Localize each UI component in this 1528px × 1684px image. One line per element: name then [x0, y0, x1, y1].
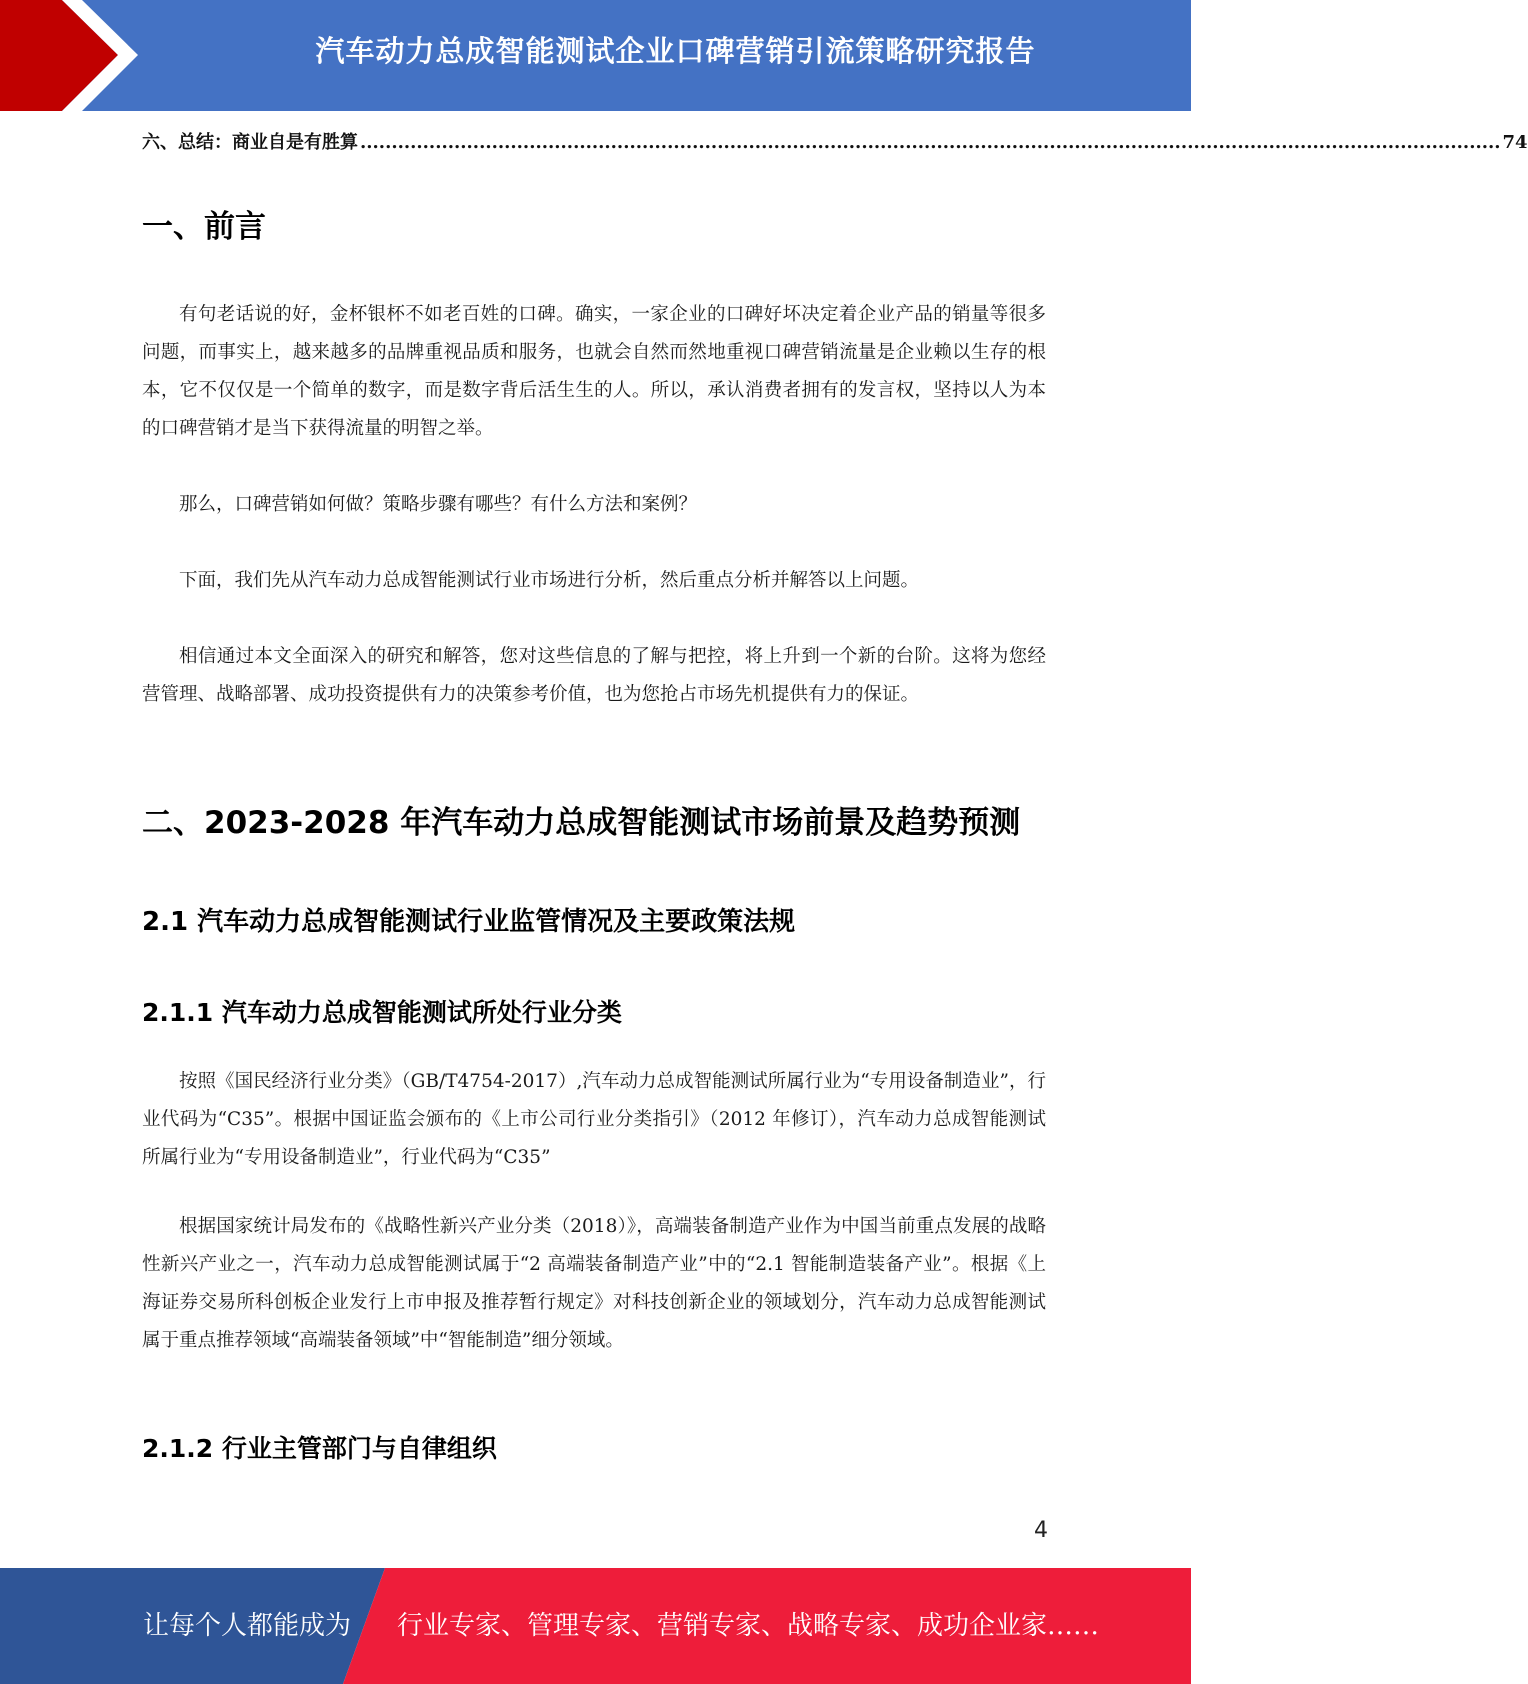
preface-paragraph-2: 那么，口碑营销如何做？策略步骤有哪些？有什么方法和案例？	[179, 494, 698, 515]
preface-paragraph-1: 有句老话说的好，金杯银杯不如老百姓的口碑。确实，一家企业的口碑好坏决定着企业产品的销量等很多问题，而事实上，越来越多的品牌重视品质和服务，也就会自然而然地重视口碑营销流量是企业赖以生存的根本，它不仅仅是一个简单的数字，而是数字背后活生生的人。所以，承认消费者拥有的发言权，坚持以人为本的口碑营销才是当下获得流量的明智之举。	[142, 304, 1046, 439]
subsection-heading-2-1-1: 2.1.1 汽车动力总成智能测试所处行业分类	[142, 998, 622, 1027]
red-chevron-decoration	[0, 0, 160, 111]
footer-band	[0, 1568, 1191, 1684]
classification-paragraph-2: 根据国家统计局发布的《战略性新兴产业分类（2018）》，高端装备制造产业作为中国当前重点发展的战略性新兴产业之一，汽车动力总成智能测试属于“2 高端装备制造产业”中的“2.1 智能制造装备产业”。根据《上海证券交易所科创板企业发行上市申报及推荐暂行规定》对科技创新企业的领域划分，汽车动力总成智能测试属于重点推荐领域“高端装备领域”中“智能制造”细分领域。	[142, 1216, 1046, 1351]
subsection-heading-2-1-2: 2.1.2 行业主管部门与自律组织	[142, 1434, 497, 1463]
toc-leader-dots: ......................................................................................................................................................................................	[360, 132, 1501, 153]
toc-entry-text: 六、总结：商业自是有胜算	[142, 132, 358, 153]
toc-entry[interactable]	[142, 128, 1528, 158]
page-number: 4	[1034, 1518, 1048, 1543]
subsection-heading-2-1: 2.1 汽车动力总成智能测试行业监管情况及主要政策法规	[142, 907, 796, 937]
header-band	[0, 0, 1191, 111]
toc-entry-page: 74	[1502, 132, 1528, 153]
footer-slogan-right: 行业专家、管理专家、营销专家、战略专家、成功企业家……	[397, 1611, 1100, 1641]
preface-paragraph-3: 下面，我们先从汽车动力总成智能测试行业市场进行分析，然后重点分析并解答以上问题。	[179, 570, 920, 591]
section-heading-forecast: 二、2023-2028 年汽车动力总成智能测试市场前景及趋势预测	[142, 805, 1021, 841]
classification-paragraph-1: 按照《国民经济行业分类》（GB/T4754-2017）,汽车动力总成智能测试所属行业为“专用设备制造业”，行业代码为“C35”。根据中国证监会颁布的《上市公司行业分类指引》（2012 年修订），汽车动力总成智能测试所属行业为“专用设备制造业”，行业代码为“C35”	[142, 1071, 1046, 1168]
report-title: 汽车动力总成智能测试企业口碑营销引流策略研究报告	[315, 34, 1036, 68]
preface-paragraph-4: 相信通过本文全面深入的研究和解答，您对这些信息的了解与把控，将上升到一个新的台阶。这将为您经营管理、战略部署、成功投资提供有力的决策参考价值，也为您抢占市场先机提供有力的保证。	[142, 646, 1046, 705]
footer-slogan-left: 让每个人都能成为	[143, 1611, 352, 1641]
section-heading-preface: 一、前言	[142, 209, 266, 245]
